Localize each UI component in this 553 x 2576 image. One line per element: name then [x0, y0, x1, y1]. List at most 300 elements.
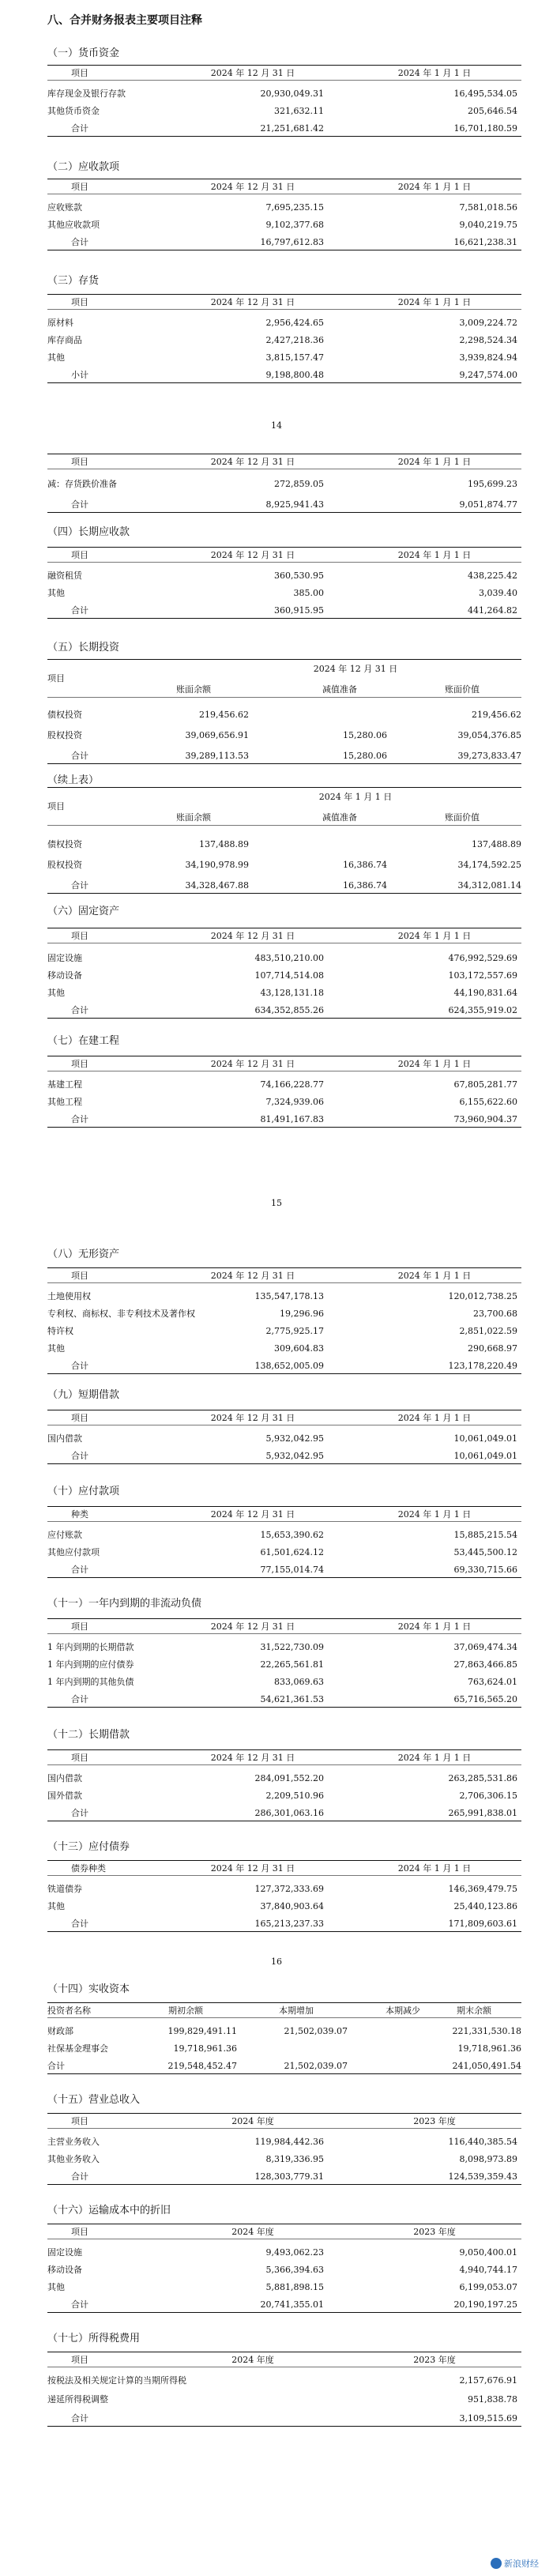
- table-row: [47, 2393, 521, 2407]
- row-label: 其他: [47, 1901, 65, 1911]
- row-label: 合计: [71, 2299, 88, 2310]
- header-item: 项目: [71, 2227, 88, 2237]
- row-label: 其他业务收入: [47, 2154, 100, 2164]
- header-col3: 本期减少: [386, 2005, 420, 2016]
- row-value-1: 77,155,014.74: [260, 1565, 324, 1575]
- section-title: （四）长期应收款: [47, 526, 130, 538]
- row-value-2: 951,838.78: [468, 2394, 517, 2405]
- header-col2: 2024 年 1 月 1 日: [397, 1863, 472, 1874]
- row-value-1: 37,840,903.64: [260, 1901, 324, 1911]
- section-title: （十五）营业总收入: [47, 2094, 141, 2106]
- row-value-2: 23,700.68: [473, 1309, 517, 1319]
- row-value-1: 9,198,800.48: [265, 370, 324, 380]
- table-header: [47, 1057, 521, 1071]
- header-col1: 2024 年度: [231, 2116, 274, 2126]
- row-label: 其他: [47, 988, 65, 998]
- row-value-1: 135,547,178.13: [254, 1291, 324, 1301]
- header-item: 项目: [71, 1059, 88, 1069]
- header-item: 债券种类: [71, 1863, 106, 1874]
- row-value-1: 61,501,624.12: [260, 1547, 324, 1557]
- table-header: [47, 683, 521, 697]
- row-label: 国内借款: [47, 1773, 82, 1783]
- table-row: [47, 749, 521, 763]
- table-rule: [47, 1931, 521, 1932]
- table-row: [47, 2059, 521, 2073]
- row-label: 移动设备: [47, 970, 82, 981]
- row-value-2: 290,668.97: [468, 1343, 517, 1354]
- header-item: 种类: [71, 1509, 88, 1520]
- row-value-3: 34,312,081.14: [457, 880, 521, 891]
- row-value-2: 205,646.54: [468, 106, 517, 116]
- row-value-2: 16,386.74: [343, 860, 387, 870]
- row-value-2: 15,280.06: [343, 751, 387, 761]
- table-row: [47, 2374, 521, 2388]
- row-value-1: 34,190,978.99: [185, 860, 249, 870]
- table-row: [47, 1546, 521, 1560]
- table-rule: [47, 1127, 521, 1128]
- header-col1: 2024 年 12 月 31 日: [210, 1271, 295, 1281]
- header-col2: 2024 年 1 月 1 日: [397, 182, 472, 192]
- table-rule: [47, 1506, 521, 1507]
- row-value-2: 16,386.74: [343, 880, 387, 891]
- row-value-1: 360,530.95: [274, 571, 324, 581]
- table-row: [47, 729, 521, 743]
- row-label: 专利权、商标权、非专利技术及著作权: [47, 1309, 195, 1319]
- row-value-2: 27,863,466.85: [453, 1659, 517, 1670]
- row-label: 小计: [71, 370, 88, 380]
- table-row: [47, 1078, 521, 1092]
- row-value-1: 15,653,390.62: [260, 1530, 324, 1540]
- table-row: [47, 333, 521, 348]
- table-rule: [47, 1373, 521, 1374]
- header-col1: 2024 年 12 月 31 日: [210, 182, 295, 192]
- table-row: [47, 2246, 521, 2260]
- header-col1: 2024 年 12 月 31 日: [210, 1413, 295, 1423]
- row-value-2: 44,190,831.64: [453, 988, 517, 998]
- header-col2: 2024 年 1 月 1 日: [397, 931, 472, 941]
- table-header: [47, 2115, 521, 2129]
- table-rule: [47, 2184, 521, 2185]
- row-label: 合计: [71, 880, 88, 891]
- header-col1: 2024 年 12 月 31 日: [210, 1509, 295, 1520]
- row-value-2: 3,939,824.94: [459, 352, 517, 363]
- row-value-2: 624,355,919.02: [448, 1005, 517, 1015]
- header-col2: 2024 年 1 月 1 日: [397, 68, 472, 78]
- table-rule: [47, 309, 521, 310]
- row-label: 合计: [71, 237, 88, 247]
- table-row: [47, 1563, 521, 1577]
- table-row: [47, 708, 521, 722]
- header-col1: 2024 年 12 月 31 日: [210, 297, 295, 307]
- header-item: 项目: [71, 1621, 88, 1632]
- table-header: [47, 2225, 521, 2239]
- sina-logo-icon: [491, 2558, 502, 2569]
- row-value-1: 360,915.95: [274, 605, 324, 616]
- row-label: 应付账款: [47, 1530, 82, 1540]
- section-title: （七）在建工程: [47, 1035, 120, 1047]
- row-cell-4: 241,050,491.54: [452, 2061, 521, 2071]
- row-label: 合计: [71, 1361, 88, 1371]
- row-value-2: 15,280.06: [343, 730, 387, 740]
- row-label: 债权投资: [47, 839, 82, 849]
- row-cell-0: 合计: [47, 2061, 65, 2071]
- table-row: [47, 986, 521, 1000]
- header-col2: 减值准备: [322, 812, 357, 823]
- row-value-2: 2,157,676.91: [459, 2375, 517, 2386]
- page-number: 16: [271, 1956, 282, 1967]
- row-cell-0: 社保基金理事会: [47, 2043, 108, 2054]
- table-row: [47, 316, 521, 330]
- section-title: （十二）长期借款: [47, 1729, 130, 1741]
- row-cell-4: 19,718,961.36: [457, 2043, 521, 2054]
- table-row: [47, 2024, 521, 2039]
- table-header: [47, 2004, 521, 2018]
- row-value-2: 103,172,557.69: [448, 970, 517, 981]
- table-row: [47, 1917, 521, 1931]
- row-value-2: 171,809,603.61: [448, 1919, 517, 1929]
- table-rule: [47, 1707, 521, 1708]
- section-title: （一）货币资金: [47, 47, 120, 59]
- row-value-1: 309,604.83: [274, 1343, 324, 1354]
- header-item: 项目: [71, 550, 88, 560]
- table-rule: [47, 547, 521, 548]
- section-title: （九）短期借款: [47, 1389, 120, 1401]
- row-value-2: 15,885,215.54: [453, 1530, 517, 1540]
- table-row: [47, 218, 521, 232]
- section-title: （二）应收款项: [47, 161, 120, 173]
- table-row: [47, 2298, 521, 2312]
- row-value-2: 69,330,715.66: [453, 1565, 517, 1575]
- table-header: [47, 180, 521, 194]
- row-value-2: 123,178,220.49: [448, 1361, 517, 1371]
- table-rule: [47, 1764, 521, 1765]
- table-row: [47, 1432, 521, 1446]
- row-value-2: 16,495,534.05: [453, 89, 517, 99]
- row-cell-1: 19,718,961.36: [173, 2043, 237, 2054]
- table-row: [47, 122, 521, 136]
- table-row: [47, 2152, 521, 2167]
- row-label: 其他: [47, 1343, 65, 1354]
- row-value-1: 39,289,113.53: [185, 751, 249, 761]
- header-item: 项目: [71, 182, 88, 192]
- row-label: 土地使用权: [47, 1291, 91, 1301]
- table-row: [47, 2280, 521, 2295]
- header-col2: 2024 年 1 月 1 日: [397, 1509, 472, 1520]
- row-value-2: 2,298,524.34: [459, 335, 517, 345]
- table-row: [47, 1789, 521, 1803]
- row-value-2: 16,621,238.31: [453, 237, 517, 247]
- row-label: 其他: [47, 588, 65, 598]
- row-label: 国外借款: [47, 1791, 82, 1801]
- header-col2: 2024 年 1 月 1 日: [397, 457, 472, 467]
- row-cell-0: 财政部: [47, 2026, 73, 2036]
- row-value-2: 37,069,474.34: [453, 1642, 517, 1652]
- row-value-1: 634,352,855.26: [254, 1005, 324, 1015]
- row-label: 库存商品: [47, 335, 82, 345]
- header-item: 项目: [71, 297, 88, 307]
- header-col1: 账面余额: [176, 812, 211, 823]
- table-row: [47, 1900, 521, 1914]
- header-col2: 2024 年 1 月 1 日: [397, 1413, 472, 1423]
- row-value-1: 2,427,218.36: [265, 335, 324, 345]
- row-label: 其他应收款项: [47, 220, 100, 230]
- table-row: [47, 1324, 521, 1339]
- row-value-1: 3,815,157.47: [265, 352, 324, 363]
- table-rule: [47, 2017, 521, 2018]
- table-header: [47, 66, 521, 81]
- row-value-2: 265,991,838.01: [448, 1808, 517, 1818]
- table-row: [47, 498, 521, 512]
- row-label: 其他: [47, 352, 65, 363]
- table-rule: [47, 2073, 521, 2074]
- row-value-2: 10,061,049.01: [453, 1433, 517, 1444]
- row-value-2: 441,264.82: [468, 605, 517, 616]
- row-value-1: 286,301,063.16: [254, 1808, 324, 1818]
- table-rule: [47, 1463, 521, 1464]
- row-value-1: 483,510,210.00: [254, 953, 324, 963]
- section-title: （十）应付款项: [47, 1486, 120, 1497]
- row-cell-2: 21,502,039.07: [284, 2061, 348, 2071]
- row-value-1: 127,372,333.69: [254, 1884, 324, 1894]
- header-col2: 2023 年度: [413, 2227, 456, 2237]
- row-value-1: 9,493,062.23: [265, 2247, 324, 2258]
- header-col1: 2024 年 12 月 31 日: [210, 550, 295, 560]
- header-item: 项目: [71, 1753, 88, 1763]
- table-row: [47, 569, 521, 583]
- row-label: 其他工程: [47, 1097, 82, 1107]
- row-value-1: 5,881,898.15: [265, 2282, 324, 2292]
- row-label: 其他应付款项: [47, 1547, 100, 1557]
- row-label: 国内借款: [47, 1433, 82, 1444]
- row-label: 合计: [71, 499, 88, 510]
- table-rule: [47, 1577, 521, 1578]
- header-col4: 期末余额: [457, 2005, 491, 2016]
- table-row: [47, 104, 521, 119]
- table-rule: [47, 1018, 521, 1019]
- section-title: （五）长期投资: [47, 642, 120, 653]
- row-label: 原材料: [47, 318, 73, 328]
- table-row: [47, 879, 521, 893]
- header-col1: 2024 年 12 月 31 日: [210, 457, 295, 467]
- table-row: [47, 838, 521, 852]
- row-value-1: 20,741,355.01: [260, 2299, 324, 2310]
- row-label: 特许权: [47, 1326, 73, 1336]
- row-label: 合计: [71, 1005, 88, 1015]
- row-value-2: 116,440,385.54: [448, 2137, 517, 2147]
- header-col1: 2024 年度: [231, 2227, 274, 2237]
- row-value-1: 138,652,005.09: [254, 1361, 324, 1371]
- header-col3: 账面价值: [445, 812, 480, 823]
- table-row: [47, 351, 521, 365]
- table-rule: [47, 294, 521, 295]
- table-row: [47, 1658, 521, 1672]
- row-value-1: 7,695,235.15: [265, 202, 324, 213]
- table-header: [47, 1269, 521, 1283]
- table-header: [47, 1508, 521, 1522]
- row-value-2: 9,247,574.00: [459, 370, 517, 380]
- row-value-1: 272,859.05: [274, 479, 324, 489]
- row-value-1: 833,069.63: [274, 1677, 324, 1687]
- table-header: [47, 1751, 521, 1765]
- section-title: （十四）实收资本: [47, 1983, 130, 1995]
- header-item: 项目: [71, 2355, 88, 2365]
- table-row: [47, 368, 521, 382]
- header-col1: 账面余额: [176, 684, 211, 695]
- row-value-3: 39,273,833.47: [457, 751, 521, 761]
- table-row: [47, 2170, 521, 2184]
- row-label: 主营业务收入: [47, 2137, 100, 2147]
- header-col2: 2024 年 1 月 1 日: [397, 1753, 472, 1763]
- row-value-1: 31,522,730.09: [260, 1642, 324, 1652]
- table-rule: [47, 1749, 521, 1750]
- table-rule: [47, 1267, 521, 1268]
- table-header: [47, 1411, 521, 1425]
- row-label: 合计: [71, 123, 88, 134]
- row-value-2: 120,012,738.25: [448, 1291, 517, 1301]
- row-value-1: 119,984,442.36: [254, 2137, 324, 2147]
- table-row: [47, 586, 521, 601]
- header-col1: 2024 年 12 月 31 日: [210, 1059, 295, 1069]
- row-value-2: 195,699.23: [468, 479, 517, 489]
- header-item: 项目: [71, 1271, 88, 1281]
- table-rule: [47, 136, 521, 137]
- row-label: 固定设施: [47, 2247, 82, 2258]
- row-label: 合计: [71, 751, 88, 761]
- table-row: [47, 1359, 521, 1373]
- table-header: [47, 1862, 521, 1876]
- table-row: [47, 1640, 521, 1655]
- row-value-3: 34,174,592.25: [457, 860, 521, 870]
- row-value-2: 16,701,180.59: [453, 123, 517, 134]
- row-value-2: 6,199,053.07: [459, 2282, 517, 2292]
- row-label: 融资租赁: [47, 571, 82, 581]
- row-label: 按税法及相关规定计算的当期所得税: [47, 2375, 186, 2386]
- row-value-1: 16,797,612.83: [260, 237, 324, 247]
- row-label: 减：存货跌价准备: [47, 479, 117, 489]
- row-value-1: 2,956,424.65: [265, 318, 324, 328]
- row-label: 股权投资: [47, 860, 82, 870]
- watermark-text: 新浪财经: [504, 2559, 539, 2570]
- row-value-1: 5,366,394.63: [265, 2265, 324, 2275]
- header-col1: 期初余额: [168, 2005, 203, 2016]
- table-row: [47, 1675, 521, 1689]
- table-row: [47, 1528, 521, 1542]
- table-rule: [47, 697, 521, 698]
- row-value-1: 107,714,514.08: [254, 970, 324, 981]
- row-value-2: 263,285,531.86: [448, 1773, 517, 1783]
- header-col1: 2024 年度: [231, 2355, 274, 2365]
- table-rule: [47, 1875, 521, 1876]
- row-label: 1 年内到期的其他负债: [47, 1677, 134, 1687]
- header-col1: 2024 年 12 月 31 日: [210, 931, 295, 941]
- table-header: [47, 1620, 521, 1634]
- header-item: 项目: [71, 1413, 88, 1423]
- table-header: [47, 548, 521, 563]
- row-label: 1 年内到期的长期借款: [47, 1642, 134, 1652]
- row-value-1: 19,296.96: [280, 1309, 324, 1319]
- row-value-2: 20,190,197.25: [453, 2299, 517, 2310]
- row-label: 移动设备: [47, 2265, 82, 2275]
- row-label: 合计: [71, 1451, 88, 1461]
- row-label: 合计: [71, 1565, 88, 1575]
- table-row: [47, 1342, 521, 1356]
- table-row: [47, 1806, 521, 1821]
- section-title: （六）固定资产: [47, 906, 120, 917]
- table-row: [47, 1095, 521, 1109]
- page-number: 14: [271, 420, 282, 431]
- row-value-2: 476,992,529.69: [448, 953, 517, 963]
- table-row: [47, 858, 521, 872]
- row-value-2: 9,040,219.75: [459, 220, 517, 230]
- header-col3: 账面价值: [445, 684, 480, 695]
- table-rule: [47, 1521, 521, 1522]
- row-value-2: 2,706,306.15: [459, 1791, 517, 1801]
- row-value-1: 22,265,561.81: [260, 1659, 324, 1670]
- section-title: （十三）应付债券: [47, 1841, 130, 1853]
- row-value-1: 43,128,131.18: [260, 988, 324, 998]
- row-value-1: 20,930,049.31: [260, 89, 324, 99]
- table-row: [47, 2412, 521, 2426]
- page-title: 八、合并财务报表主要项目注释: [47, 14, 202, 27]
- header-col1: 2024 年 12 月 31 日: [210, 1863, 295, 1874]
- table-row: [47, 1113, 521, 1127]
- row-label: 合计: [71, 1808, 88, 1818]
- table-row: [47, 1772, 521, 1786]
- header-item: 项目: [47, 801, 65, 812]
- row-value-1: 284,091,552.20: [254, 1773, 324, 1783]
- row-value-2: 25,440,123.86: [453, 1901, 517, 1911]
- section-title: （十一）一年内到期的非流动负债: [47, 1598, 202, 1610]
- row-cell-1: 219,548,452.47: [167, 2061, 237, 2071]
- row-value-1: 137,488.89: [199, 839, 249, 849]
- table-rule: [47, 80, 521, 81]
- table-rule: [47, 2426, 521, 2427]
- row-value-2: 8,098,973.89: [459, 2154, 517, 2164]
- row-value-2: 3,109,515.69: [459, 2413, 517, 2423]
- row-value-2: 4,940,744.17: [459, 2265, 517, 2275]
- table-header: [47, 929, 521, 943]
- continued-label: （续上表）: [47, 774, 100, 786]
- header-col1: 2024 年 12 月 31 日: [210, 1753, 295, 1763]
- row-value-1: 54,621,361.53: [260, 1694, 324, 1704]
- table-row: [47, 235, 521, 250]
- row-value-2: 9,051,874.77: [459, 499, 517, 510]
- header-item: 项目: [71, 457, 88, 467]
- watermark: [491, 2558, 539, 2570]
- table-rule: [47, 2128, 521, 2129]
- table-header: [47, 455, 521, 469]
- row-value-1: 321,632.11: [274, 106, 324, 116]
- row-value-1: 165,213,237.33: [254, 1919, 324, 1929]
- table-rule: [47, 1282, 521, 1283]
- row-value-1: 81,491,167.83: [260, 1114, 324, 1124]
- table-rule: [47, 562, 521, 563]
- header-col1: 2024 年 12 月 31 日: [210, 68, 295, 78]
- header-col2: 2024 年 1 月 1 日: [397, 1059, 472, 1069]
- row-label: 其他货币资金: [47, 106, 100, 116]
- row-label: 其他: [47, 2282, 65, 2292]
- header-col2: 本期增加: [279, 2005, 314, 2016]
- row-value-2: 2,851,022.59: [459, 1326, 517, 1336]
- table-rule: [47, 512, 521, 513]
- row-value-1: 385.00: [293, 588, 324, 598]
- row-value-2: 3,039.40: [479, 588, 517, 598]
- row-value-2: 7,581,018.56: [459, 202, 517, 213]
- header-col2: 2023 年度: [413, 2355, 456, 2365]
- row-value-2: 6,155,622.60: [459, 1097, 517, 1107]
- row-label: 应收账款: [47, 202, 82, 213]
- row-value-2: 124,539,359.43: [448, 2171, 517, 2182]
